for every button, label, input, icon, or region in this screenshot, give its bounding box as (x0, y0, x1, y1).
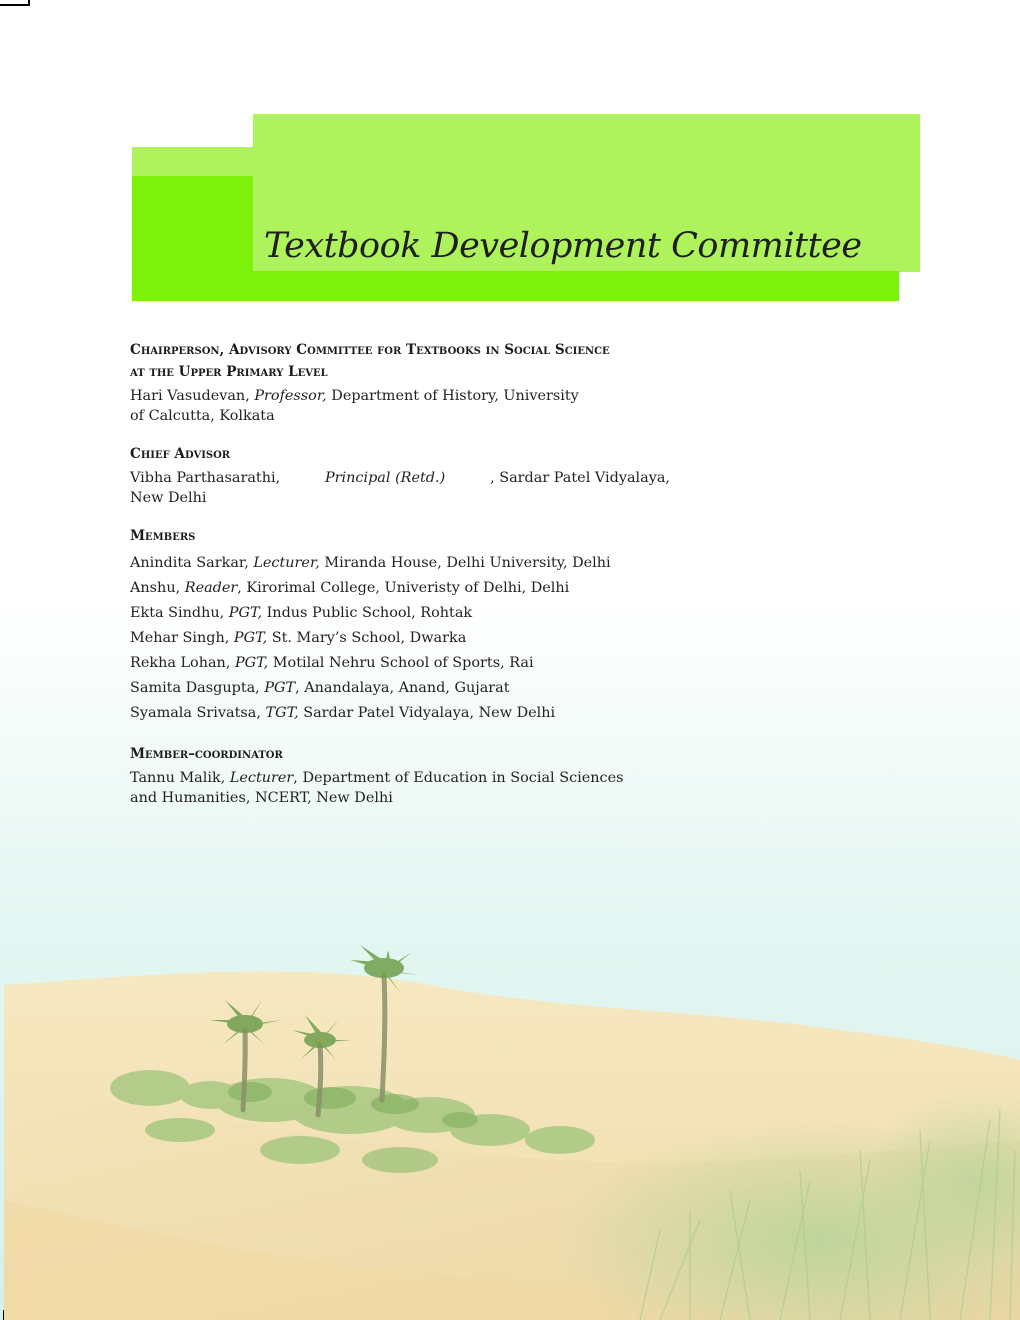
chief-advisor-role: Principal (Retd.) (325, 470, 446, 486)
crop-mark-top-left (0, 0, 30, 6)
chairperson-entry (130, 386, 670, 426)
page-title: Textbook Development Committee (264, 226, 862, 266)
member-detail: Motilal Nehru School of Sports, Rai (268, 655, 534, 671)
chief-advisor-heading: Chief Advisor (130, 446, 231, 462)
member-coordinator-section (130, 743, 670, 808)
member-coordinator-name: Tannu Malik, (130, 770, 230, 786)
list-item (130, 651, 670, 676)
chief-advisor-line1 (130, 468, 670, 488)
member-detail: Miranda House, Delhi University, Delhi (319, 555, 611, 571)
member-name: Samita Dasgupta, (130, 680, 265, 696)
banner-block-bottom-dark (253, 271, 899, 301)
members-section (130, 525, 670, 726)
member-name: Rekha Lohan, (130, 655, 235, 671)
chairperson-detail-line1: Department of History, University (326, 388, 579, 404)
chief-advisor-section (130, 443, 670, 508)
chairperson-heading-line2: at the Upper Primary Level (130, 364, 328, 380)
members-list (130, 551, 670, 726)
list-item (130, 701, 670, 726)
list-item (130, 576, 670, 601)
list-item (130, 676, 670, 701)
member-role: PGT, (233, 630, 268, 646)
member-detail: Indus Public School, Rohtak (262, 605, 473, 621)
chairperson-section (130, 339, 670, 426)
member-coordinator-detail-line2: and Humanities, NCERT, New Delhi (130, 790, 393, 806)
member-role: Reader (184, 580, 238, 596)
member-coordinator-detail-line1: , Department of Education in Social Sciences (293, 770, 624, 786)
chairperson-heading-line1: Chairperson, Advisory Committee for Textbooks in Social Science (130, 342, 610, 358)
member-detail: , Anandalaya, Anand, Gujarat (295, 680, 510, 696)
member-role: PGT, (234, 655, 269, 671)
list-item (130, 551, 670, 576)
chairperson-role: Professor, (254, 388, 327, 404)
member-coordinator-role: Lecturer (229, 770, 294, 786)
member-role: TGT, (265, 705, 299, 721)
members-heading: Members (130, 528, 196, 544)
list-item (130, 601, 670, 626)
member-role: PGT, (228, 605, 263, 621)
member-detail: St. Mary’s School, Dwarka (267, 630, 467, 646)
chairperson-heading (130, 339, 670, 383)
chief-advisor-detail-line2: New Delhi (130, 490, 207, 506)
member-name: Ekta Sindhu, (130, 605, 229, 621)
member-coordinator-heading: Member–coordinator (130, 746, 283, 762)
member-coordinator-entry (130, 768, 670, 808)
member-detail: Sardar Patel Vidyalaya, New Delhi (298, 705, 556, 721)
chief-advisor-name: Vibha Parthasarathi, (130, 470, 281, 486)
chief-advisor-entry (130, 468, 670, 508)
banner-block-small-dark (132, 176, 254, 301)
committee-list (130, 339, 670, 825)
member-detail: , Kirorimal College, Univeristy of Delhi, Delhi (237, 580, 570, 596)
banner-block-small-light (132, 147, 254, 177)
member-role: Lecturer, (253, 555, 320, 571)
member-name: Anshu, (130, 580, 185, 596)
crop-mark-bottom-left (0, 1310, 4, 1320)
list-item (130, 626, 670, 651)
member-name: Mehar Singh, (130, 630, 234, 646)
chairperson-detail-line2: of Calcutta, Kolkata (130, 408, 275, 424)
chairperson-name: Hari Vasudevan, (130, 388, 255, 404)
member-role: PGT (264, 680, 296, 696)
chief-advisor-detail-line1: , Sardar Patel Vidyalaya, (490, 470, 670, 486)
member-name: Syamala Srivatsa, (130, 705, 266, 721)
member-name: Anindita Sarkar, (130, 555, 254, 571)
